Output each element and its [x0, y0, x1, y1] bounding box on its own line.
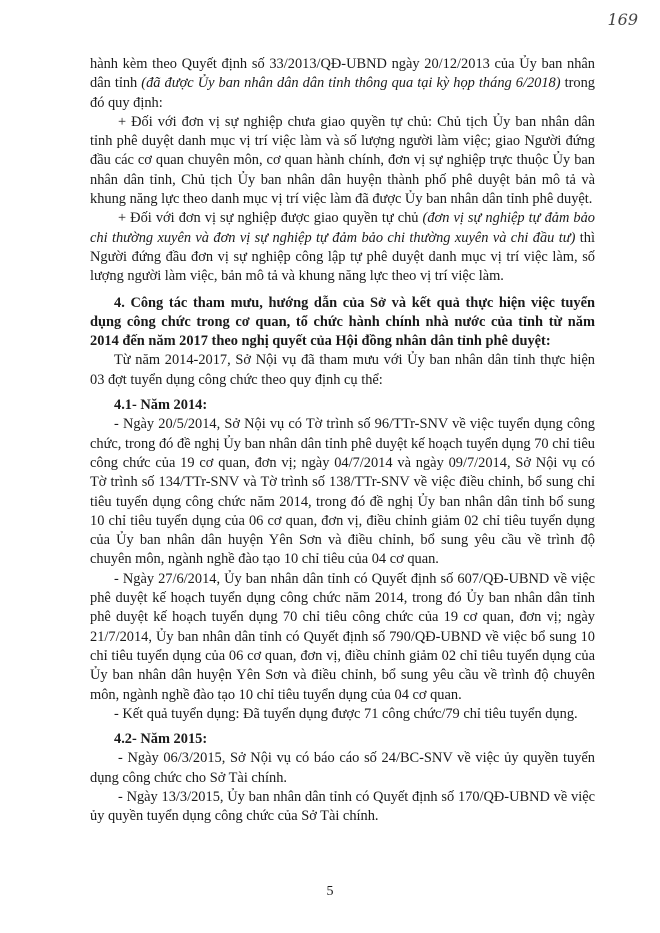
document-body: [90, 55, 595, 827]
italic-note: (đơn vị sự nghiệp tự đảm bảo chi thường xuyên và đơn vị sự nghiệp tự đảm bảo chi thường xuyên và chi đầu tư): [90, 210, 596, 246]
subsection-heading-2015: 4.2- Năm 2015:: [114, 731, 208, 748]
paragraph-2014-proposal: - Ngày 20/5/2014, Sở Nội vụ có Tờ trình số 96/TTr-SNV về việc tuyển dụng công chức, trong đó đề nghị Ủy ban nhân dân tỉnh phê duyệt kế hoạch tuyển dụng 70 chỉ tiêu công chức của 19 cơ quan, đơn vị; ngày 04/7/2014 và ngày 09/7/2014, Sở Nội vụ có Tờ trình số 134/TTr-SNV và Tờ trình số 138/TTr-SNV về việc điều chỉnh, bổ sung chỉ tiêu tuyển dụng công chức năm 2014, trong đó đề nghị Ủy ban nhân dân tỉnh bổ sung 10 chỉ tiêu tuyển dụng của 06 cơ quan, đơn vị, điều chỉnh giảm 02 chỉ tiêu tuyển dụng của Ủy ban nhân dân huyện Yên Sơn và điều chỉnh, bổ sung yêu cầu về trình độ chuyên môn, ngành nghề đào tạo 10 chỉ tiêu của 04 cơ quan.: [90, 416, 595, 568]
page-number: 5: [326, 884, 334, 899]
paragraph-2014-decision: - Ngày 27/6/2014, Ủy ban nhân dân tỉnh có Quyết định số 607/QĐ-UBND về việc phê duyệt kế hoạch tuyển dụng công chức năm 2014, trong đó Ủy ban nhân dân tỉnh phê duyệt kế hoạch tuyển dụng 70 chỉ tiêu công chức của 19 cơ quan, đơn vị; ngày 21/7/2014, Ủy ban nhân dân tỉnh có Quyết định số 790/QĐ-UBND về việc bổ sung 10 chỉ tiêu tuyển dụng của 06 cơ quan, đơn vị, điều chỉnh giảm 02 chỉ tiêu tuyển dụng của Ủy ban nhân dân huyện Yên Sơn và điều chỉnh, bổ sung yêu cầu về trình độ chuyên môn, ngành nghề đào tạo 10 chỉ tiêu tuyển dụng của 04 cơ quan.: [90, 570, 595, 703]
subsection-heading-2014: 4.1- Năm 2014:: [114, 397, 208, 414]
paragraph-autonomous-units: + Đối với đơn vị sự nghiệp được giao quyền tự chủ (đơn vị sự nghiệp tự đảm bảo chi thường xuyên và đơn vị sự nghiệp tự đảm bảo chi thường xuyên và chi đầu tư) thì Người đứng đầu đơn vị sự nghiệp công lập tự phê duyệt danh mục vị trí việc làm, số lượng người làm việc, bản mô tả và khung năng lực theo vị trí việc làm.: [90, 210, 596, 285]
paragraph-2015-decision: - Ngày 13/3/2015, Ủy ban nhân dân tỉnh có Quyết định số 170/QĐ-UBND về việc ủy quyền tuyển dụng công chức của Sở Tài chính.: [90, 788, 595, 825]
paragraph-2014-result: - Kết quả tuyển dụng: Đã tuyển dụng được 71 công chức/79 chỉ tiêu tuyển dụng.: [114, 705, 578, 722]
italic-note: (đã được Ủy ban nhân dân dân tỉnh thông qua tại kỳ họp tháng 6/2018): [141, 75, 561, 92]
paragraph-2015-report: - Ngày 06/3/2015, Sở Nội vụ có báo cáo số 24/BC-SNV về việc ủy quyền tuyển dụng công chức cho Sở Tài chính.: [90, 750, 595, 786]
paragraph-non-autonomous-units: + Đối với đơn vị sự nghiệp chưa giao quyền tự chủ: Chủ tịch Ủy ban nhân dân tỉnh phê duyệt danh mục vị trí việc làm và số lượng người làm việc; giao Người đứng đầu các cơ quan chuyên môn, cơ quan hành chính, đơn vị sự nghiệp trực thuộc Ủy ban nhân dân tỉnh, Chủ tịch Ủy ban nhân dân huyện thành phố phê duyệt bản mô tả và khung năng lực theo danh mục vị trí việc làm đã được Ủy ban nhân dân tỉnh phê duyệt.: [90, 113, 595, 208]
paragraph-summary-2014-2017: Từ năm 2014-2017, Sở Nội vụ đã tham mưu với Ủy ban nhân dân tỉnh thực hiện 03 đợt tuyển dụng công chức theo quy định cụ thể:: [90, 352, 595, 388]
handwritten-page-mark: 169: [607, 10, 638, 29]
paragraph-intro: hành kèm theo Quyết định số 33/2013/QĐ-UBND ngày 20/12/2013 của Ủy ban nhân dân tỉnh (đã được Ủy ban nhân dân dân tỉnh thông qua tại kỳ họp tháng 6/2018) trong đó quy định:: [90, 56, 595, 111]
section-heading-4: 4. Công tác tham mưu, hướng dẫn của Sở và kết quả thực hiện việc tuyển dụng công chức trong cơ quan, tổ chức hành chính nhà nước của tỉnh từ năm 2014 đến năm 2017 theo nghị quyết của Hội đồng nhân dân tỉnh phê duyệt:: [90, 294, 595, 350]
